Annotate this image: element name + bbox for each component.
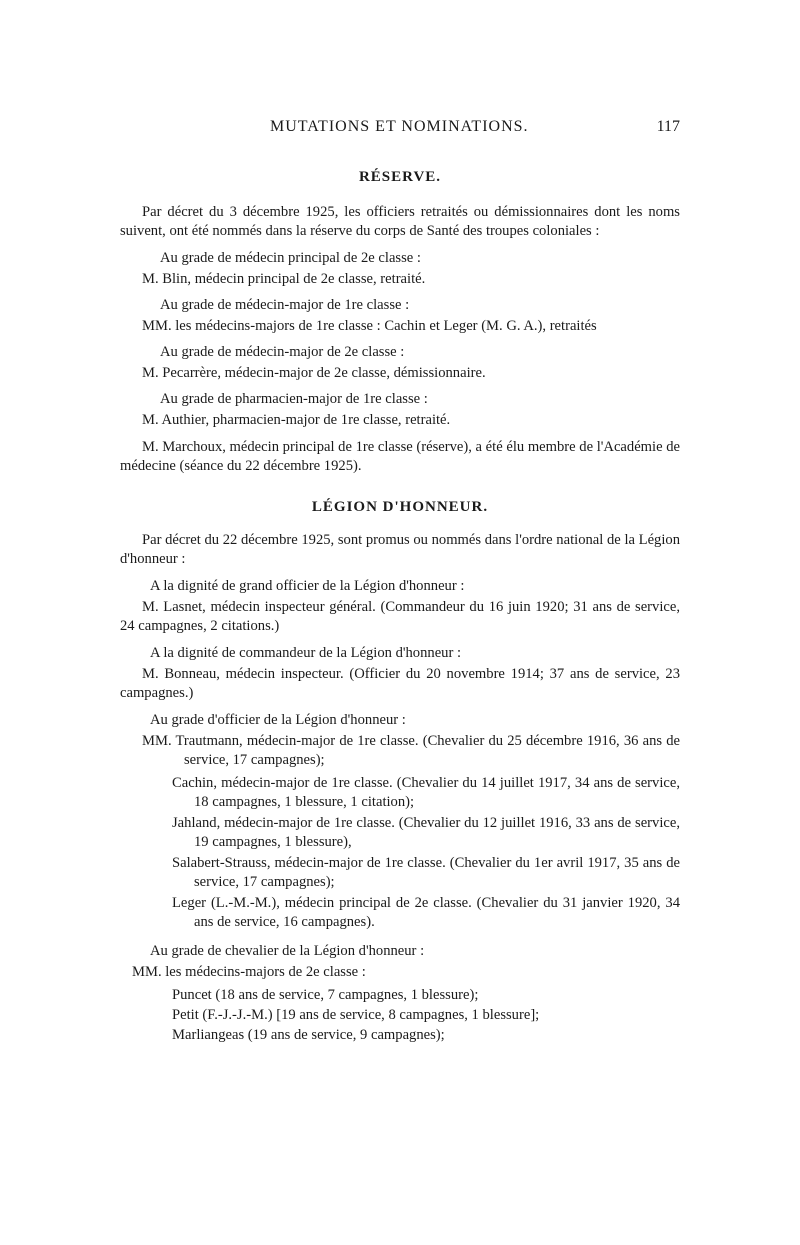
- page-number: 117: [656, 118, 680, 135]
- chevalier-entry: Marliangeas (19 ans de service, 9 campagnes);: [172, 1027, 445, 1043]
- reserve-entry: M. Pecarrère, médecin-major de 2e classe, démissionnaire.: [142, 365, 486, 381]
- chevalier-entry: Puncet (18 ans de service, 7 campagnes, 1 blessure);: [172, 987, 479, 1003]
- reserve-note: M. Marchoux, médecin principal de 1re classe (réserve), a été élu membre de l'Académie de médecine (séance du 22 décembre 1925).: [120, 439, 680, 474]
- section-title-reserve: RÉSERVE.: [358, 169, 442, 185]
- officier-entry: MM. Trautmann, médecin-major de 1re classe. (Chevalier du 25 décembre 1916, 36 ans de service, 17 campagnes);: [142, 733, 680, 768]
- section-title-legion: LÉGION D'HONNEUR.: [311, 499, 489, 515]
- grade-heading: Au grade de médecin principal de 2e classe :: [160, 250, 421, 266]
- grade-heading: A la dignité de commandeur de la Légion d'honneur :: [150, 645, 462, 661]
- grade-heading: A la dignité de grand officier de la Légion d'honneur :: [150, 578, 465, 594]
- reserve-entry: MM. les médecins-majors de 1re classe : Cachin et Leger (M. G. A.), retraités: [142, 318, 597, 334]
- grade-heading: Au grade de médecin-major de 2e classe :: [160, 344, 405, 360]
- grand-officier-entry: M. Lasnet, médecin inspecteur général. (Commandeur du 16 juin 1920; 31 ans de service, 24 campagnes, 2 citations.): [120, 599, 680, 634]
- grade-heading: Au grade de pharmacien-major de 1re classe :: [160, 391, 428, 407]
- page-content: [120, 168, 680, 1046]
- reserve-entry: M. Authier, pharmacien-major de 1re classe, retraité.: [142, 412, 451, 428]
- officier-entry: Leger (L.-M.-M.), médecin principal de 2e classe. (Chevalier du 31 janvier 1920, 34 ans de service, 16 campagnes).: [172, 895, 680, 930]
- chevalier-intro: MM. les médecins-majors de 2e classe :: [132, 964, 366, 980]
- officier-entry: Salabert-Strauss, médecin-major de 1re classe. (Chevalier du 1er avril 1917, 35 ans de service, 17 campagnes);: [172, 855, 680, 890]
- running-title: MUTATIONS ET NOMINATIONS.: [270, 118, 529, 135]
- officier-entry: Jahland, médecin-major de 1re classe. (Chevalier du 12 juillet 1916, 33 ans de service, 19 campagnes, 1 blessure),: [172, 815, 680, 850]
- grade-heading: Au grade de chevalier de la Légion d'honneur :: [150, 943, 425, 959]
- commandeur-entry: M. Bonneau, médecin inspecteur. (Officier du 20 novembre 1914; 37 ans de service, 23 campagnes.): [120, 666, 680, 701]
- reserve-entry: M. Blin, médecin principal de 2e classe, retraité.: [142, 271, 426, 287]
- chevalier-entry: Petit (F.-J.-J.-M.) [19 ans de service, 8 campagnes, 1 blessure];: [172, 1007, 540, 1023]
- grade-heading: Au grade d'officier de la Légion d'honneur :: [150, 712, 406, 728]
- legion-intro: Par décret du 22 décembre 1925, sont promus ou nommés dans l'ordre national de la Légion d'honneur :: [120, 532, 680, 567]
- grade-heading: Au grade de médecin-major de 1re classe :: [160, 297, 410, 313]
- reserve-intro: Par décret du 3 décembre 1925, les officiers retraités ou démissionnaires dont les noms suivent, ont été nommés dans la réserve du corps de Santé des troupes coloniales :: [120, 204, 680, 239]
- officier-entry: Cachin, médecin-major de 1re classe. (Chevalier du 14 juillet 1917, 34 ans de service, 18 campagnes, 1 blessure, 1 citation);: [172, 775, 680, 810]
- page-header: [120, 118, 680, 142]
